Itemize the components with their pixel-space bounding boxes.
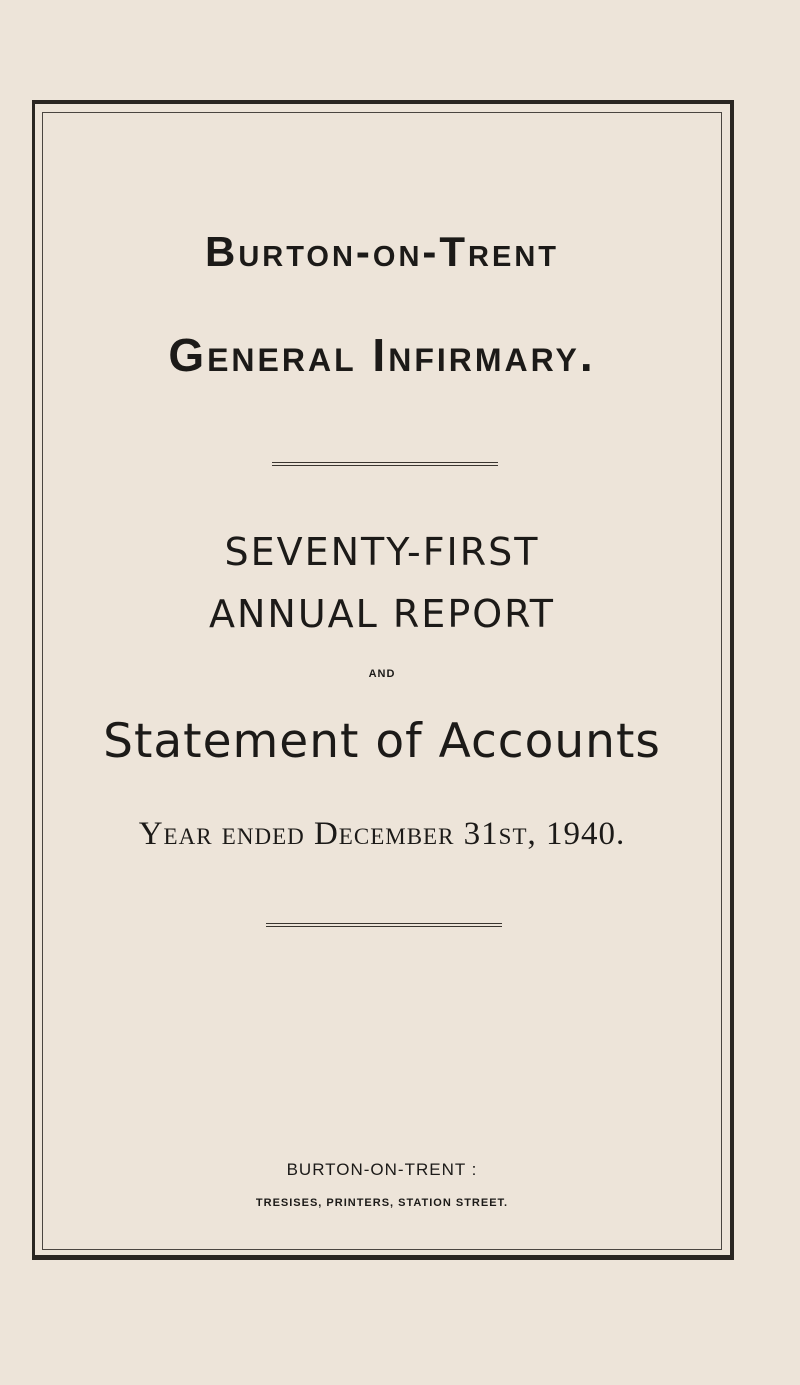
imprint-place: BURTON-ON-TRENT : [286, 1160, 478, 1179]
year-ended-line: Year ended December 31st, 1940. [138, 816, 626, 852]
title-burton-on-trent: Burton-on-Trent [205, 228, 559, 275]
conjunction-and: AND [368, 668, 396, 680]
report-title: ANNUAL REPORT [209, 592, 555, 636]
imprint-printer: TRESISES, PRINTERS, STATION STREET. [255, 1197, 509, 1209]
divider-rule-top [272, 462, 498, 466]
inner-border-frame [42, 112, 722, 1250]
statement-of-accounts: Statement of Accounts [103, 714, 661, 769]
divider-rule-bottom [266, 923, 502, 927]
title-general-infirmary: General Infirmary. [168, 329, 596, 381]
report-ordinal: SEVENTY-FIRST [224, 530, 540, 574]
